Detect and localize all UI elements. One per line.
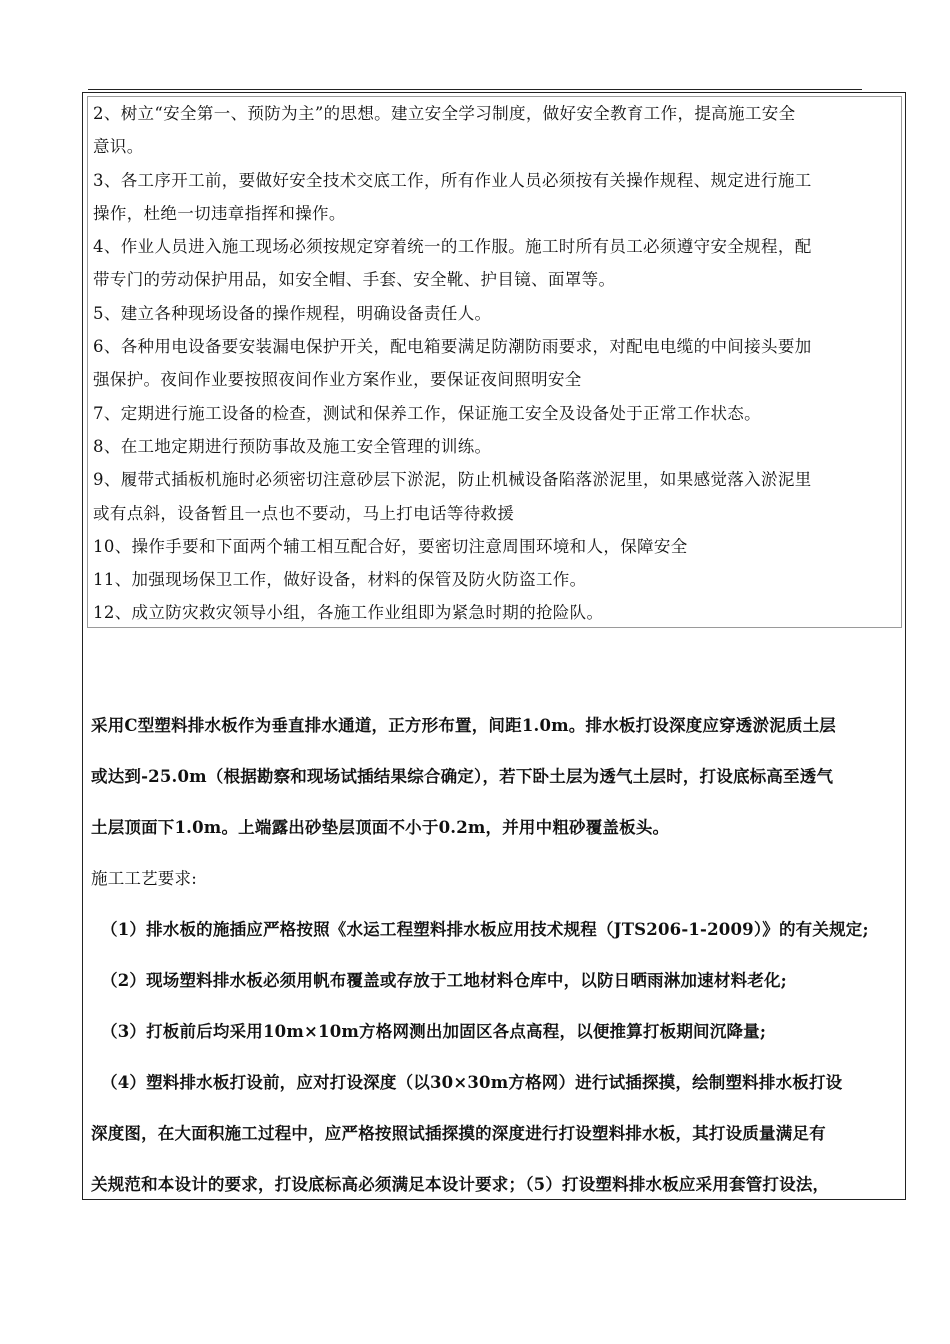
safety-line: 7、定期进行施工设备的检查，测试和保养工作，保证施工安全及设备处于正常工作状态。 [93,403,761,423]
safety-line: 操作，杜绝一切违章指挥和操作。 [93,203,346,223]
spec-intro-line: 或达到-25.0m（根据勘察和现场试插结果综合确定），若下卧土层为透气土层时，打设底标高至透气 [91,767,834,786]
safety-line: 3、各工序开工前，要做好安全技术交底工作，所有作业人员必须按有关操作规程、规定进行施工 [93,170,812,190]
requirements-heading: 施工工艺要求: [91,869,197,888]
safety-line: 9、履带式插板机施时必须密切注意砂层下淤泥，防止机械设备陷落淤泥里，如果感觉落入淤泥里 [93,470,812,490]
spec-intro-line: 采用C型塑料排水板作为垂直排水通道，正方形布置，间距1.0m。排水板打设深度应穿透淤泥质土层 [91,716,836,735]
spec-intro-line: 土层顶面下1.0m。上端露出砂垫层顶面不小于0.2m，并用中粗砂覆盖板头。 [91,818,670,837]
safety-measures-box [87,96,902,628]
requirement-line: 关规范和本设计的要求，打设底标高必须满足本设计要求；（5）打设塑料排水板应采用套管打设法， [91,1175,830,1194]
safety-line: 6、各种用电设备要安装漏电保护开关，配电箱要满足防潮防雨要求，对配电电缆的中间接头要加 [93,337,812,357]
requirement-line: （2）现场塑料排水板必须用帆布覆盖或存放于工地材料仓库中，以防日晒雨淋加速材料老化; [101,971,787,990]
safety-line: 意识。 [93,137,144,157]
safety-line: 或有点斜，设备暂且一点也不要动，马上打电话等待救援 [93,503,515,523]
safety-line: 11、加强现场保卫工作，做好设备，材料的保管及防火防盗工作。 [93,570,587,590]
requirement-line: 深度图，在大面积施工过程中，应严格按照试插探摸的深度进行打设塑料排水板，其打设质量满足有 [91,1124,826,1143]
safety-line: 4、作业人员进入施工现场必须按规定穿着统一的工作服。施工时所有员工必须遵守安全规程，配 [93,237,812,257]
safety-line: 2、树立“安全第一、预防为主”的思想。建立安全学习制度，做好安全教育工作，提高施工安全 [93,104,796,123]
requirement-line: （3）打板前后均采用10m×10m方格网测出加固区各点高程，以便推算打板期间沉降量; [101,1022,767,1041]
safety-line: 10、操作手要和下面两个辅工相互配合好，要密切注意周围环境和人，保障安全 [93,536,688,556]
safety-line: 12、成立防灾救灾领导小组，各施工作业组即为紧急时期的抢险队。 [93,603,604,623]
requirement-line: （1）排水板的施插应严格按照《水运工程塑料排水板应用技术规程（JTS206-1-2009）》的有关规定; [101,920,869,939]
safety-line: 带专门的劳动保护用品，如安全帽、手套、安全靴、护目镜、面罩等。 [93,270,616,290]
safety-line: 5、建立各种现场设备的操作规程，明确设备责任人。 [93,303,492,323]
requirement-line: （4）塑料排水板打设前，应对打设深度（以30×30m方格网）进行试插探摸，绘制塑料排水板打设 [101,1073,843,1092]
header-rule [88,89,862,90]
safety-line: 8、在工地定期进行预防事故及施工安全管理的训练。 [93,436,492,456]
safety-line: 强保护。夜间作业要按照夜间作业方案作业，要保证夜间照明安全 [93,370,582,390]
drainage-spec-section [91,700,903,1210]
